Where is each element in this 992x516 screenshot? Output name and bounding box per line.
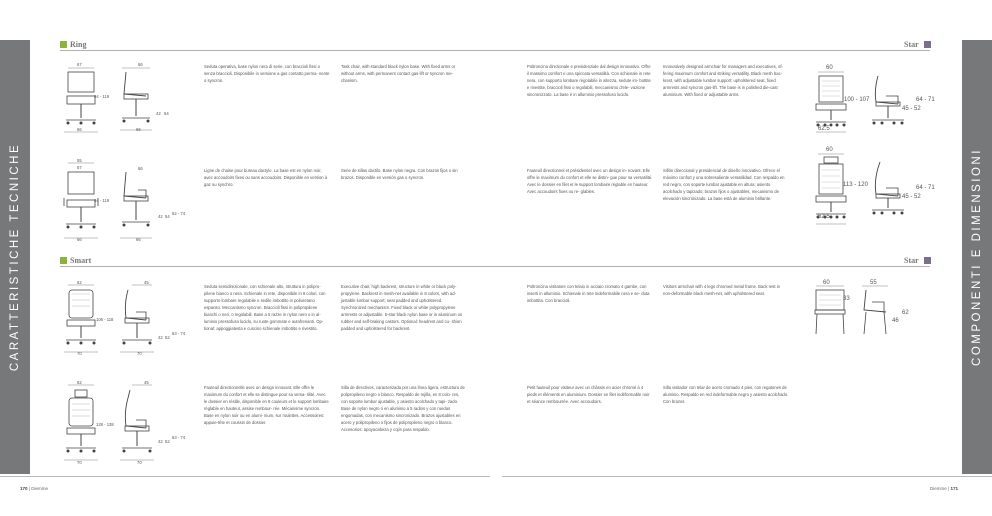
right-page-footer: Diemme | 171 — [930, 486, 958, 491]
star-visitor-description-en: Visitors armchair with 4 legs chromed metal frame. Back rest in non-deformable black mesh-net, with upholstered seat. — [663, 284, 780, 296]
star-headrest-dim-width: 60 — [826, 147, 833, 153]
star-headrest-front-view-drawing — [808, 150, 852, 230]
star-headrest-dim-arm-height: 64 - 71 — [916, 185, 935, 191]
right-sidebar-title: COMPONENTI E DIMENSIONI — [971, 148, 983, 366]
smart-description-it: Seduta semidirezionale, con schienale alto, struttura in polipro- pilene bianco o nera. Schienale in rete, disponibile in 8 colori, con supporto lombare regolabile e sedile imbottito in poliuretano espanso. Meccanismo syncron. Braccioli fissi in polipropilene bianchi o neri, o regolabili. Base a 5 razze in nylon nero o in al- luminio pressofuso lucido, su ruote gommate e autofrenanti. Op- tional: appoggiatesta e cuscino schienale imbottito e rivestito. — [204, 284, 326, 331]
smart-side-view-drawing — [112, 278, 162, 358]
ring-arms-dim-top-a: 55 — [77, 158, 82, 163]
star-accent-square — [924, 41, 931, 48]
star-visitor-section-title: Star — [904, 256, 919, 265]
star-side-view-drawing — [864, 70, 914, 130]
ring-arms-dim-seat: 42 — [158, 214, 163, 219]
right-brand: Diemme — [930, 486, 947, 491]
ring-arms-dim-seat-max: 54 — [165, 214, 170, 219]
smart-dim-height: 106 - 118 — [96, 317, 114, 322]
star-visitor-accent-square — [924, 257, 931, 264]
smart-headrest-dim-width-top: 62 — [77, 380, 82, 385]
ring-front-view-drawing — [58, 60, 108, 140]
smart-dim-depth-top: 45 — [144, 280, 149, 285]
ring-dim-base-side: 66 — [136, 127, 141, 132]
star-headrest-dim-base: 62.5 — [818, 214, 830, 220]
ring-accent-square — [60, 41, 67, 48]
star-visitor-dim-seat-height: 33 — [843, 296, 850, 302]
star-headrest-dim-height: 113 - 120 — [843, 182, 868, 188]
star-description-en: Innovatively designed armchair for managers and executives, of- fering maximum comfort and striking versatility. Black mesh bac- krest, with adjustable lumbar support; upholstered seat, fixed armrests and syncron gas-lift. The base is in polished die-cast aluminium. With fixed or adjustable arms. — [663, 64, 783, 97]
smart-dim-arm-height: 63 - 74 — [172, 331, 186, 336]
smart-headrest-dim-base-front: 70 — [77, 460, 82, 465]
smart-section-rule — [60, 256, 930, 267]
smart-headrest-dim-base-side: 70 — [137, 460, 142, 465]
star-description-it: Poltroncina direzionale e presidenziale dal design innovativo. Offre il massimo comfort e una spiccata versatilità. Con schienale in rete nera, con supporto lombare regolabile in altezza, sedute im- bottite e rivestite, braccioli fissi o regolabili, meccanismo d'ele- vazione sincronizzato. La base è in alluminio pressofuso lucido. — [527, 64, 651, 97]
ring-arms-dim-top-b: 67 — [77, 165, 82, 170]
smart-description-fr: Fauteuil directionnelle avec un design innovant. Elle offre le maximum du confort et elle se distingue pour sa versa- tilité. Avec le dossier en résille, disponible en 8 couleurs et le support lombaire réglable en hauteur, assise rembour- rée. Mécanisme syncron. Base en nylon noir ou en alumi- nium, sur roulettes. Accessoires: appuie-tête et coussin de dossier. — [204, 385, 329, 425]
left-sidebar-band — [0, 40, 30, 474]
star-description-es: Sillón direccional y presidencial de diseño innovativo. Ofrece el máximo confort y una sobresaliente versatilidad. Con respaldo en red negro, con soporte lumbar ajustable en altura; asiento acolchado y tapizado; brazos fijos o ajustables, mecanismo de elevación sincronizado. La base está de aluminio brillante. — [663, 168, 785, 201]
smart-headrest-dim-arm-height: 63 - 74 — [172, 435, 186, 440]
ring-dim-depth-top: 66 — [138, 62, 143, 67]
ring-section-rule — [60, 40, 930, 51]
ring-arms-side-view-drawing — [112, 162, 162, 247]
left-sidebar-title: CARATTERISTICHE TECNICHE — [9, 142, 21, 372]
smart-dim-width-top: 62 — [77, 280, 82, 285]
star-description-fr: Fauteuil directionnel et présidentiel avec un design in- novant. Elle offre le maximum du confort et elle se distin- gue pour sa versatilité. Avec le dossier en filet et le support lombaire réglable en hauteur. Avec accoudoirs fixes ou re- glables. — [527, 168, 653, 194]
left-page-footer: 170 | Diemme — [20, 486, 48, 491]
ring-arms-dim-arm-height: 62 - 74 — [172, 211, 186, 216]
star-visitor-dim-width: 60 — [823, 280, 830, 286]
star-visitor-side-view-drawing — [856, 282, 900, 342]
smart-headrest-dim-seat: 42 — [158, 439, 163, 444]
right-footer-rule — [502, 476, 992, 477]
ring-dim-seat-height-max: 54 — [164, 111, 169, 116]
star-visitor-dim-depth: 55 — [870, 280, 877, 286]
star-dim-arm-height: 64 - 71 — [916, 97, 935, 103]
right-page-number: 171 — [950, 486, 958, 491]
star-dim-width: 60 — [826, 65, 833, 71]
left-page-number: 170 — [20, 486, 28, 491]
star-visitor-dim-total-height: 62 — [902, 310, 909, 316]
star-visitor-front-view-drawing — [810, 282, 850, 342]
ring-dim-width-top: 67 — [77, 62, 82, 67]
right-sidebar-band — [962, 40, 992, 474]
smart-headrest-dim-seat-max: 52 — [165, 439, 170, 444]
ring-arms-dim-base-front: 66 — [77, 237, 82, 242]
ring-description-it: Seduta operativa, base nylon nera di serie, con braccioli fissi o senza braccioli. Disponibile in versione a gas contatto perma- nente o syncron. — [204, 64, 330, 83]
star-headrest-dim-seat-height: 45 - 52 — [902, 194, 921, 200]
star-dim-height: 100 - 107 — [844, 97, 870, 103]
ring-dim-seat-height: 42 — [156, 111, 161, 116]
smart-dim-seat-max: 52 — [165, 335, 170, 340]
smart-headrest-dim-depth-top: 45 — [144, 380, 149, 385]
left-footer-rule — [0, 476, 490, 477]
ring-description-fr: Ligne de chaise pour bureau dactylo. La base est en nylon noir, avec accoudoirs fixes ou sans accoudoirs. Disponible en version à gaz ou synchro. — [204, 168, 328, 187]
star-dim-base: 62.5 — [818, 126, 830, 132]
ring-section-title: Ring — [70, 40, 87, 49]
star-headrest-side-view-drawing — [864, 160, 914, 220]
ring-arms-dim-depth: 66 — [138, 166, 143, 171]
ring-arms-dim-base-side: 66 — [136, 237, 141, 242]
smart-dim-seat: 42 — [158, 335, 163, 340]
left-brand: Diemme — [31, 486, 48, 491]
ring-dim-height: 94 - 119 — [94, 94, 110, 99]
star-visitor-dim-arm-height: 46 — [892, 318, 899, 324]
smart-accent-square — [60, 257, 67, 264]
ring-dim-base-front: 66 — [77, 127, 82, 132]
smart-headrest-dim-height: 128 - 138 — [96, 422, 114, 427]
star-section-title: Star — [904, 40, 919, 49]
ring-description-en: Task chair, with standard black nylon base. With fixed arms or without arms, with permanent contact gas-lift or syncron me- chanism. — [341, 64, 456, 83]
star-visitor-description-fr: Petit fauteuil pour visiteur avec un châssis en acier chromé à 4 pieds et éléments en aluminium. Dossier en filet indéformable noir et séance rembourrée. Avec accoudoirs. — [527, 385, 650, 404]
smart-description-en: Executive chair, high backrest, structure in white or black poly- propylene. Backrest in mesh-net available in 8 colors, with ad- justable lumbar support; seat padded and upholstered. Synchronized mechanism. Fixed black or white polypropylene armrests or adjustable. 5-star black nylon base or in aluminum on rubber and self-braking castors. Optional: headrest and cu- shion padded and upholstered for backrest. — [341, 284, 463, 331]
ring-arms-dim-height: 94 - 119 — [94, 198, 110, 203]
star-visitor-description-it: Poltroncina visitatore con telaio in acciaio cromato 4 gambe, con inserti in alluminio. Schienale in rete indeformabile nera e se- duta imbottita. Con braccioli. — [527, 284, 650, 303]
star-dim-seat-height: 45 - 52 — [902, 106, 921, 112]
smart-description-es: Silla de directivos, caracterizada por una línea ligera, estructura de polipropileno negro o blanco. Respaldo de rejilla, en 8 colo- res, con soporte lumbar ajustable, y asiento acolchado y tapi- zado. Base de nylon negro o en aluminio a 5 radios y con ruedas engomadas, con mecanismo sincronizado. Brazos ajustables en acero y polipropileno o fijos de polipropileno negro o blanco. Accesorios: apoyacabeza y cojín para respaldo. — [341, 385, 465, 432]
smart-dim-base-side: 70 — [137, 351, 142, 356]
smart-headrest-side-view-drawing — [112, 380, 162, 470]
ring-description-es: Serie de sillas dactilo. Base nylon negra. Con brazos fijos o sin brazos. Disponible en versión gas o syncron. — [341, 168, 458, 180]
smart-dim-base-front: 70 — [77, 351, 82, 356]
star-visitor-description-es: Silla visitador con telar de acero cromado 4 pies, con regatones de aluminio. Respaldo en red indeformable negro y asiento acolchado. Con brazos — [663, 385, 789, 404]
smart-section-title: Smart — [70, 256, 92, 265]
